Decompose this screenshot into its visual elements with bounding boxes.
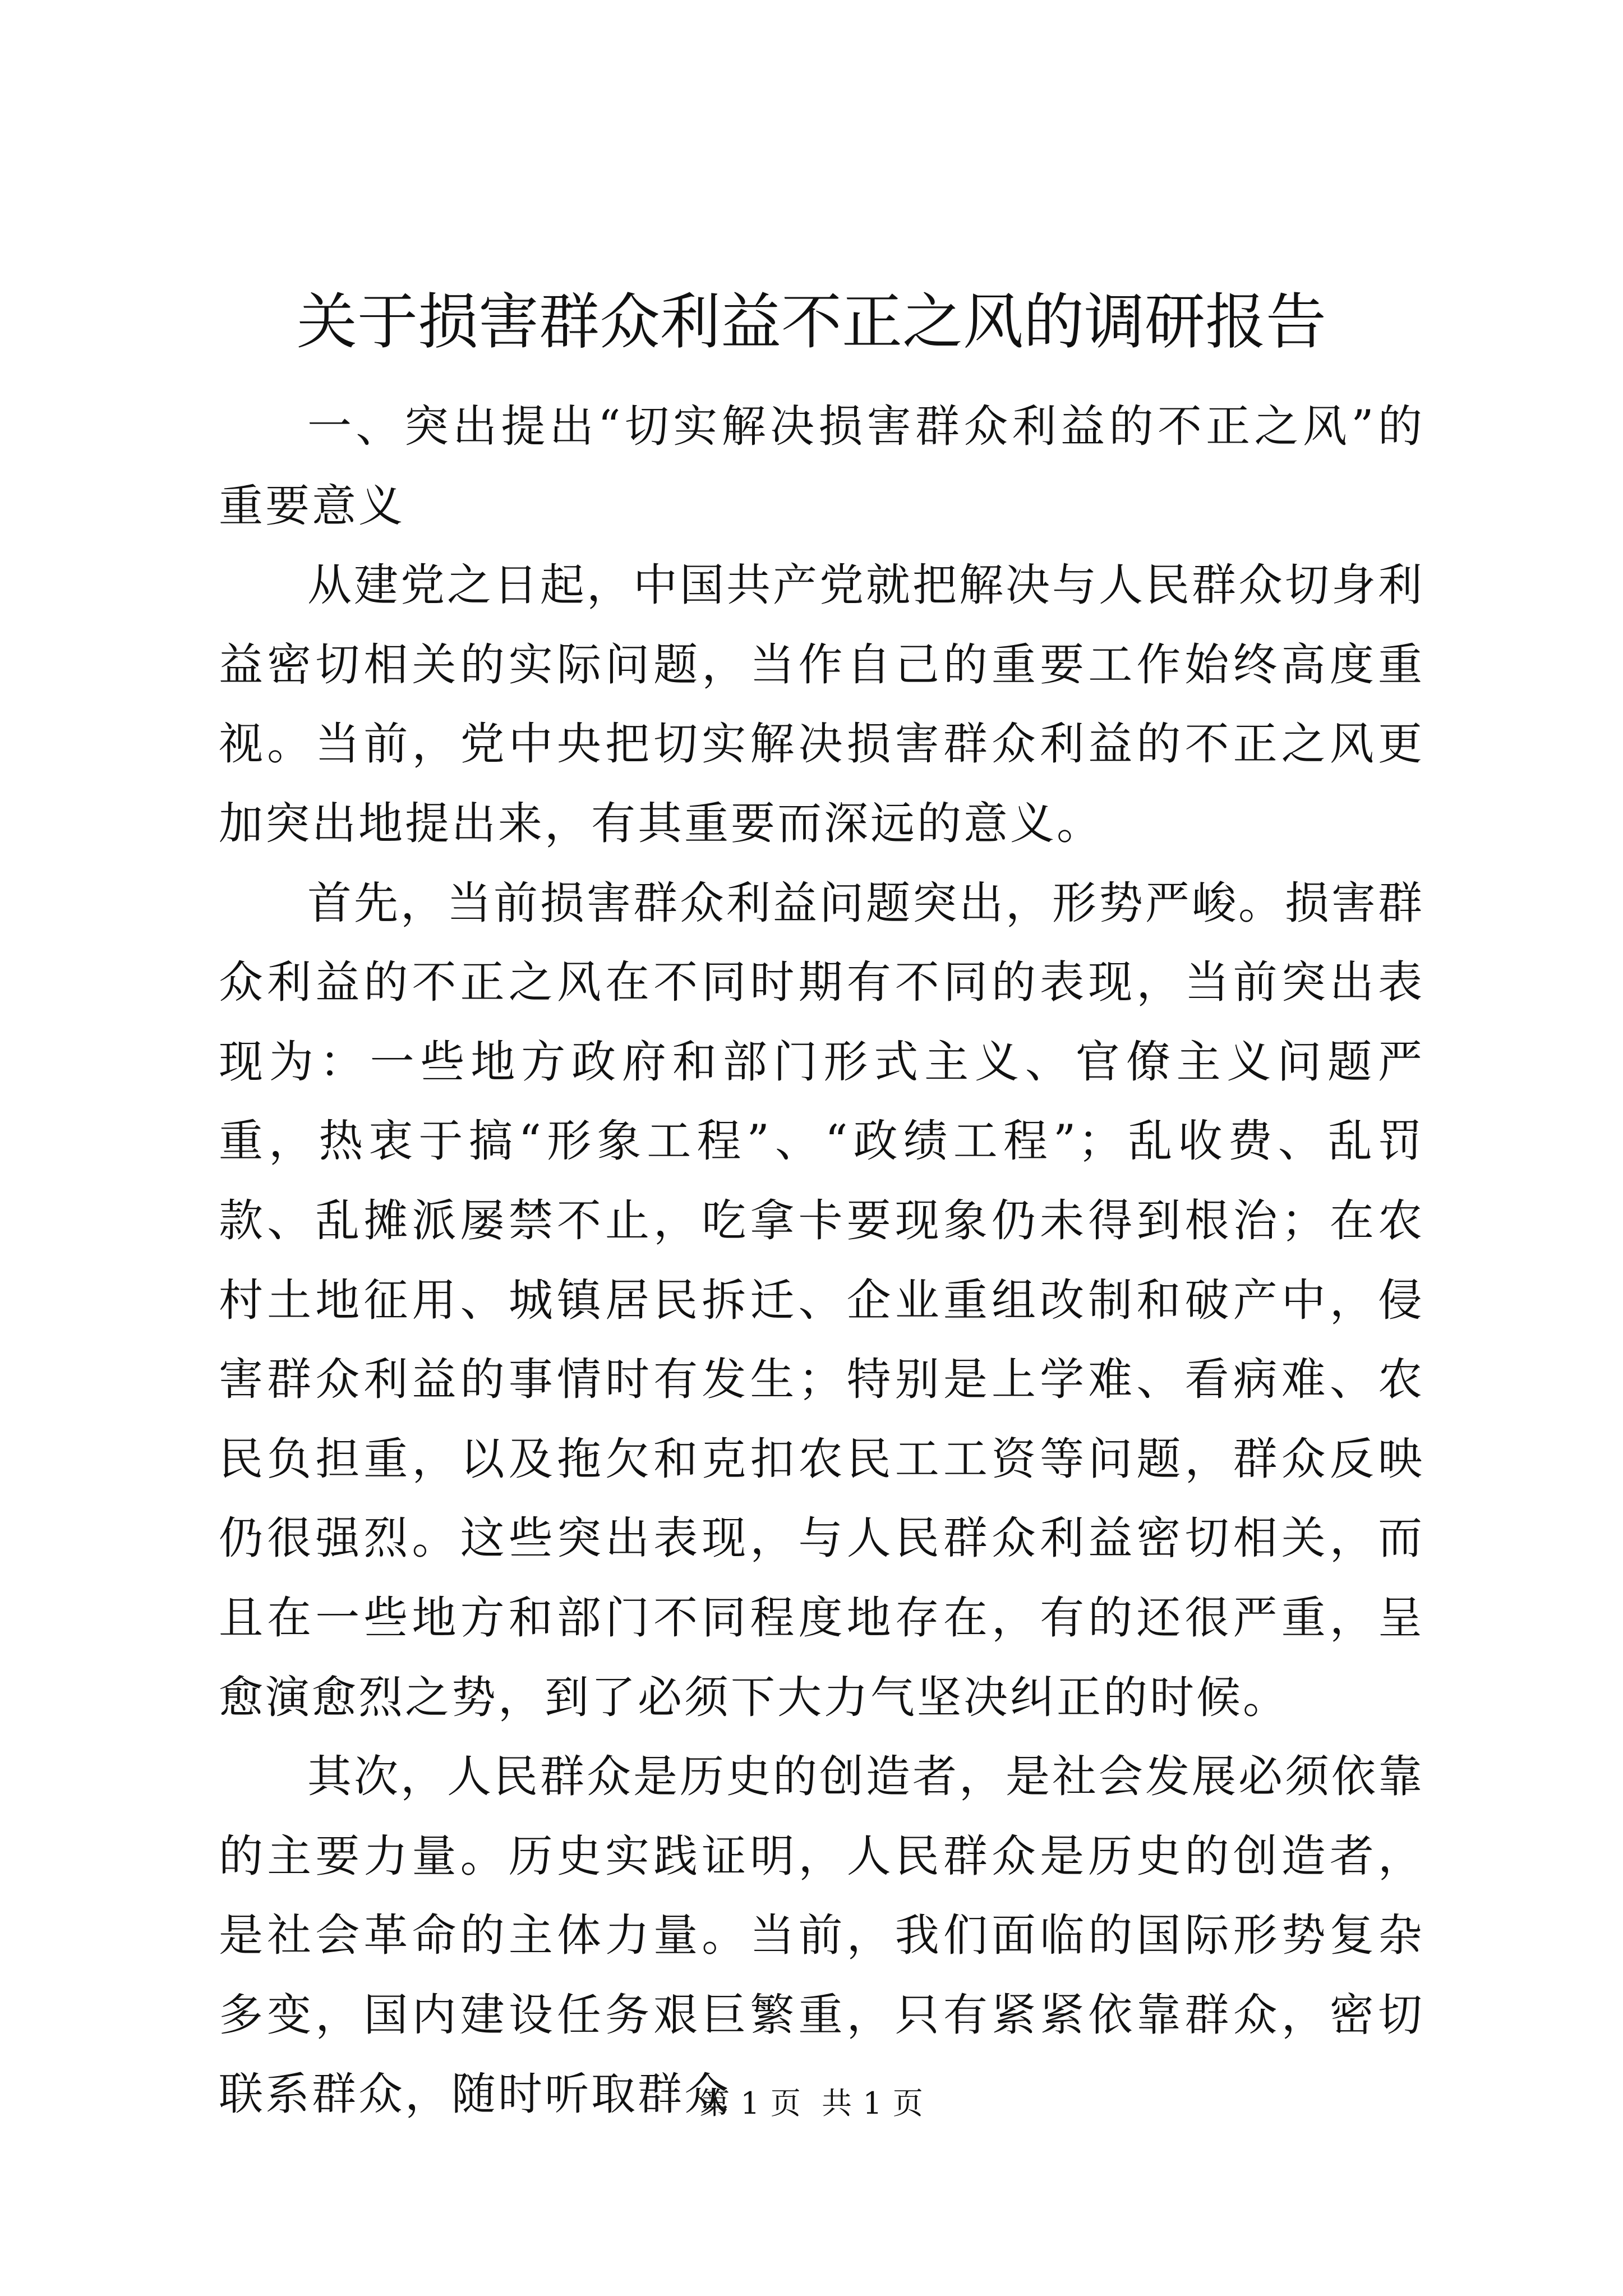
- document-title: 关于损害群众利益不正之风的调研报告: [296, 287, 1326, 357]
- section-heading: 一、突出提出“切实解决损害群众利益的不正之风”的重要意义: [219, 401, 1424, 532]
- page-number: 第 1 页 共 1 页: [699, 2086, 924, 2121]
- document-body: [219, 387, 1424, 2134]
- paragraph: 首先，当前损害群众利益问题突出，形势严峻。损害群众利益的不正之风在不同时期有不同的表现，当前突出表现为：一些地方政府和部门形式主义、官僚主义问题严重，热衷于搞“形象工程”、“政绩工程”；乱收费、乱罚款、乱摊派屡禁不止，吃拿卡要现象仍未得到根治；在农村土地征用、城镇居民拆迁、企业重组改制和破产中，侵害群众利益的事情时有发生；特别是上学难、看病难、农民负担重，以及拖欠和克扣农民工工资等问题，群众反映仍很强烈。这些突出表现，与人民群众利益密切相关，而且在一些地方和部门不同程度地存在，有的还很严重，呈愈演愈烈之势，到了必须下大力气坚决纠正的时候。: [219, 877, 1424, 1723]
- paragraph: 其次，人民群众是历史的创造者，是社会发展必须依靠的主要力量。历史实践证明，人民群众是历史的创造者，是社会革命的主体力量。当前，我们面临的国际形势复杂多变，国内建设任务艰巨繁重，只有紧紧依靠群众，密切联系群众，随时听取群众: [219, 1751, 1424, 2120]
- paragraph: 从建党之日起，中国共产党就把解决与人民群众切身利益密切相关的实际问题，当作自己的重要工作始终高度重视。当前，党中央把切实解决损害群众利益的不正之风更加突出地提出来，有其重要而深远的意义。: [219, 559, 1424, 849]
- page-footer: [0, 2084, 1623, 2123]
